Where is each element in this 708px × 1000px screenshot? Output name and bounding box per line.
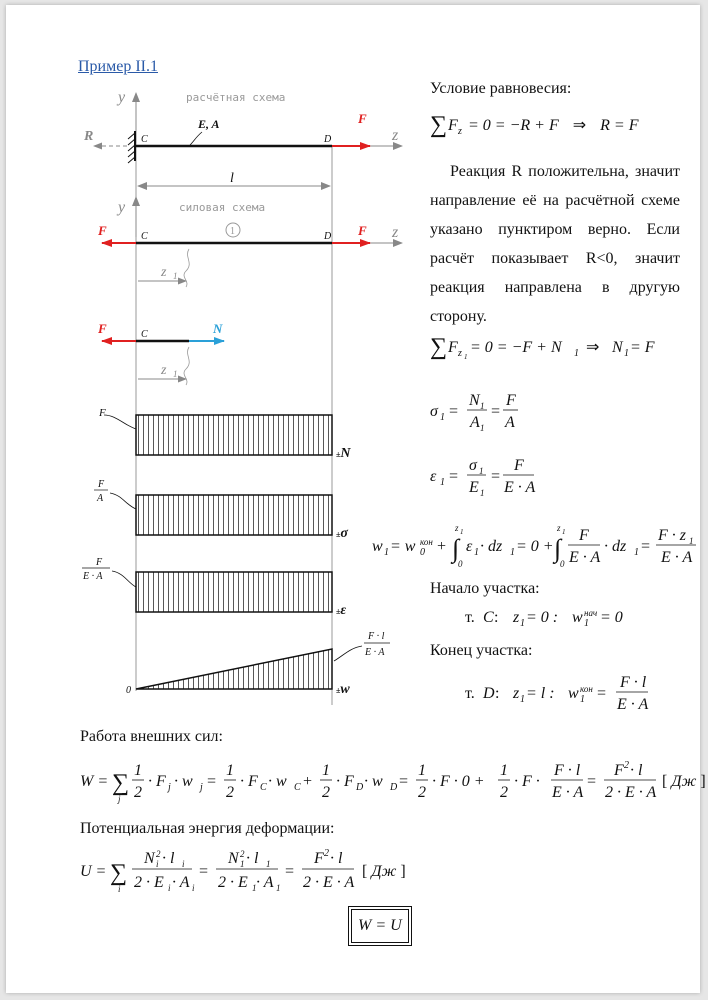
- w-value-num: F · l: [368, 631, 385, 642]
- N-diagram-label: ±N: [336, 446, 351, 461]
- final-result-box: [348, 906, 412, 946]
- svg-text:1: 1: [226, 762, 234, 779]
- l-label: l: [230, 171, 234, 186]
- svg-text:U =: U =: [80, 863, 107, 880]
- svg-text:1: 1: [464, 353, 468, 361]
- svg-text:F: F: [614, 762, 624, 779]
- svg-text:E · A: E · A: [661, 549, 693, 566]
- svg-text:C: C: [483, 609, 494, 626]
- svg-text:F: F: [506, 392, 516, 409]
- svg-text:1: 1: [276, 883, 281, 893]
- formula-work: [80, 760, 656, 804]
- svg-text:1: 1: [384, 547, 389, 558]
- svg-text:i: i: [192, 883, 195, 893]
- svg-text:· w: · w: [268, 773, 287, 790]
- svg-text:т.: т.: [465, 609, 475, 626]
- svg-text:F: F: [448, 339, 458, 356]
- svg-text:j: j: [118, 794, 121, 804]
- svg-text:i: i: [182, 859, 185, 869]
- diagram-N: [136, 415, 332, 455]
- svg-text:1: 1: [460, 528, 464, 536]
- svg-text:· dz: · dz: [480, 538, 503, 555]
- svg-text:j: j: [168, 782, 171, 793]
- N-label: N: [213, 321, 223, 336]
- EA-leader: [190, 132, 202, 145]
- svg-text:ε: ε: [430, 468, 437, 485]
- svg-text:1: 1: [574, 348, 579, 359]
- svg-text:E · A: E · A: [617, 696, 649, 713]
- svg-text:A: A: [470, 414, 480, 431]
- svg-text:2: 2: [156, 849, 161, 859]
- svg-text:· l: · l: [630, 762, 643, 779]
- svg-text:z: z: [557, 523, 561, 533]
- example-heading[interactable]: Пример II.1: [78, 58, 158, 75]
- C-label-3: C: [141, 329, 148, 340]
- z-label-2: z: [392, 224, 399, 241]
- svg-text:F: F: [579, 527, 589, 544]
- svg-text:j: j: [200, 782, 203, 793]
- svg-text:=: =: [206, 773, 217, 790]
- svg-text:1: 1: [520, 618, 525, 629]
- svg-text::: :: [494, 609, 499, 626]
- design-scheme-label: расчётная схема: [186, 91, 286, 104]
- svg-text:2 · E: 2 · E: [218, 874, 248, 891]
- svg-text:E · A: E · A: [552, 784, 584, 801]
- svg-text:1: 1: [322, 762, 330, 779]
- eps-value-den: E · A: [83, 571, 103, 582]
- diagram-epsilon: [136, 572, 332, 612]
- svg-text:F · l: F · l: [554, 762, 581, 779]
- formula-eq2: [430, 334, 655, 361]
- svg-text:0: 0: [458, 559, 463, 569]
- svg-text:т.: т.: [465, 685, 475, 702]
- svg-text:z: z: [513, 609, 520, 626]
- sigma-value-den: A: [97, 493, 104, 504]
- svg-text:+: +: [302, 773, 313, 790]
- y-label-1: y: [118, 89, 126, 106]
- svg-text::: :: [495, 685, 500, 702]
- bar-diagram: [6, 5, 426, 705]
- svg-text:2: 2: [226, 784, 234, 801]
- svg-text:E · A: E · A: [504, 479, 536, 496]
- svg-text:=: =: [198, 863, 209, 880]
- svg-text:=: =: [490, 468, 501, 485]
- svg-text:D: D: [390, 782, 398, 793]
- svg-text:1: 1: [520, 694, 525, 705]
- svg-text:∑: ∑: [430, 334, 448, 360]
- F-label-left: F: [98, 223, 107, 238]
- svg-text:2: 2: [324, 848, 329, 859]
- svg-text:1: 1: [510, 547, 515, 558]
- work-title: Работа внешних сил:: [80, 728, 223, 745]
- svg-text:A: A: [505, 414, 515, 431]
- svg-text:· F · 0 +: · F · 0 +: [432, 773, 485, 790]
- svg-text:i: i: [168, 883, 171, 893]
- svg-text:· F: · F: [336, 773, 354, 790]
- svg-text:2 · E: 2 · E: [134, 874, 164, 891]
- EA-label: E, A: [198, 117, 220, 131]
- start-section-label: Начало участка:: [430, 580, 540, 597]
- svg-text:0: 0: [560, 559, 565, 569]
- svg-text:=: =: [398, 773, 409, 790]
- svg-text:z: z: [455, 523, 459, 533]
- svg-text:· l: · l: [330, 850, 343, 867]
- svg-text:σ: σ: [430, 403, 438, 420]
- F-label-1: F: [358, 111, 367, 126]
- svg-text:= 0 +: = 0 +: [516, 538, 554, 555]
- svg-text:= F: = F: [630, 339, 655, 356]
- svg-text:2: 2: [418, 784, 426, 801]
- svg-text:2 · E · A: 2 · E · A: [605, 784, 657, 801]
- equilibrium-title: Условие равновесия:: [430, 80, 572, 97]
- svg-text:2: 2: [624, 760, 629, 771]
- svg-text:N: N: [228, 850, 239, 867]
- w-diagram-label: ±w: [336, 682, 350, 697]
- svg-text:=: =: [640, 538, 651, 555]
- reaction-paragraph: Реакция R положительна, значит направление её на расчётной схеме указано пунктиром верно. Если расчёт показывает R<0, значит реакция направлена в другую сторону.: [430, 163, 680, 325]
- svg-text:z: z: [458, 348, 462, 359]
- svg-text:нач: нач: [584, 608, 598, 618]
- svg-text:= l :: = l :: [526, 685, 555, 702]
- section-number: 1: [230, 226, 235, 237]
- svg-text:∑: ∑: [112, 770, 130, 796]
- svg-text:=: =: [448, 468, 459, 485]
- F-label-right: F: [358, 223, 367, 238]
- z1-sub-2: 1: [173, 369, 178, 379]
- end-section-label: Конец участка:: [430, 642, 533, 659]
- energy-title: Потенциальная энергия деформации:: [80, 820, 335, 837]
- svg-text:1: 1: [580, 694, 585, 705]
- svg-text:1: 1: [634, 547, 639, 558]
- force-scheme-label: силовая схема: [179, 201, 266, 214]
- N-value: F: [99, 407, 106, 419]
- svg-text:1: 1: [134, 762, 142, 779]
- svg-text:W =: W =: [80, 773, 109, 790]
- eps-value-leader: [112, 571, 136, 587]
- svg-text:=: =: [586, 773, 597, 790]
- svg-text:1: 1: [240, 859, 245, 869]
- y-label-2: y: [118, 199, 126, 216]
- svg-text:i: i: [118, 884, 121, 894]
- svg-text:1: 1: [474, 547, 479, 558]
- svg-text:∫: ∫: [554, 534, 562, 563]
- formula-epsilon: [430, 457, 535, 498]
- svg-text:i: i: [156, 859, 159, 869]
- svg-text:· F: · F: [148, 773, 166, 790]
- svg-text:F · z: F · z: [658, 527, 686, 544]
- svg-text:C: C: [260, 782, 267, 793]
- D-label-2: D: [324, 231, 332, 242]
- svg-text:· A: · A: [256, 874, 274, 891]
- energy-unit: [ Дж ]: [362, 863, 406, 880]
- svg-text:N: N: [469, 392, 480, 409]
- svg-text:· w: · w: [174, 773, 193, 790]
- svg-text:кон: кон: [580, 684, 593, 694]
- svg-text:1: 1: [500, 762, 508, 779]
- svg-text:1: 1: [562, 528, 566, 536]
- svg-text:= 0 = −F + N: = 0 = −F + N: [470, 339, 562, 356]
- svg-text:N: N: [144, 850, 155, 867]
- svg-text:1: 1: [480, 488, 485, 498]
- svg-text:C: C: [294, 782, 301, 793]
- work-unit: [ Дж ]: [662, 773, 706, 790]
- svg-text:1: 1: [689, 536, 694, 546]
- svg-text:z: z: [458, 126, 462, 137]
- svg-text:· l: · l: [246, 850, 259, 867]
- svg-text:=: =: [448, 403, 459, 420]
- svg-text:1: 1: [624, 348, 629, 359]
- sigma-value-leader: [110, 493, 136, 509]
- svg-text:=: =: [596, 685, 607, 702]
- svg-text:1: 1: [440, 477, 445, 488]
- svg-text:w: w: [372, 538, 383, 555]
- svg-text:∫: ∫: [452, 534, 460, 563]
- formula-sigma: [430, 392, 518, 433]
- svg-text:2: 2: [500, 784, 508, 801]
- sigma-diagram-label: ±σ: [336, 526, 348, 541]
- C-label-2: C: [141, 231, 148, 242]
- svg-text:· A: · A: [172, 874, 190, 891]
- diagram-sigma: [136, 495, 332, 535]
- svg-text:σ: σ: [469, 457, 477, 474]
- document-page: [6, 5, 706, 993]
- svg-text:E · A: E · A: [569, 549, 601, 566]
- svg-text:2: 2: [322, 784, 330, 801]
- w-value-den: E · A: [365, 647, 385, 658]
- svg-text:2: 2: [134, 784, 142, 801]
- svg-text:=: =: [490, 403, 501, 420]
- svg-text:1: 1: [440, 412, 445, 423]
- svg-text:1: 1: [480, 423, 485, 433]
- z1-label-1: z: [161, 265, 167, 280]
- sigma-value-num: F: [98, 479, 105, 490]
- svg-text:∑: ∑: [110, 860, 128, 886]
- wall-hatch: [128, 133, 135, 163]
- formula-eq1: [430, 112, 639, 138]
- R-label: R: [84, 129, 94, 144]
- eps-diagram-label: ±ε: [336, 603, 347, 618]
- svg-text:= 0 :: = 0 :: [526, 609, 559, 626]
- svg-text:⇒: ⇒: [586, 339, 600, 356]
- svg-text:1: 1: [252, 883, 257, 893]
- svg-text:w: w: [568, 685, 579, 702]
- svg-text:· F ·: · F ·: [514, 773, 540, 790]
- svg-text:N: N: [612, 339, 623, 356]
- svg-text:1: 1: [480, 401, 485, 411]
- w-zero: 0: [126, 685, 131, 696]
- D-label-1: D: [324, 134, 332, 145]
- svg-text:· dz: · dz: [604, 538, 627, 555]
- svg-text:D: D: [356, 782, 364, 793]
- w-value-leader: [334, 646, 362, 661]
- svg-text:1: 1: [418, 762, 426, 779]
- svg-text:=: =: [284, 863, 295, 880]
- svg-text:1: 1: [266, 859, 271, 869]
- z1-sub-1: 1: [173, 271, 178, 281]
- svg-text:2 · E · A: 2 · E · A: [303, 874, 355, 891]
- svg-text:1: 1: [584, 618, 589, 629]
- svg-text:0: 0: [420, 547, 425, 558]
- svg-text:+: +: [436, 538, 447, 555]
- F-label-cut: F: [98, 321, 107, 336]
- svg-text:· l: · l: [162, 850, 175, 867]
- svg-text:F · l: F · l: [620, 674, 647, 691]
- svg-text:ε: ε: [466, 538, 473, 555]
- svg-text:w: w: [572, 609, 583, 626]
- svg-text:z: z: [513, 685, 520, 702]
- z1-label-2: z: [161, 363, 167, 378]
- svg-text:F: F: [448, 117, 458, 134]
- svg-text:· w: · w: [364, 773, 383, 790]
- C-label-1: C: [141, 134, 148, 145]
- eps-value-num: F: [96, 557, 103, 568]
- formula-point-C: [465, 608, 623, 629]
- N-value-leader: [104, 415, 136, 429]
- formula-point-D: [465, 674, 648, 713]
- svg-text:= 0: = 0: [600, 609, 623, 626]
- svg-text:2: 2: [240, 849, 245, 859]
- svg-text:E: E: [469, 479, 479, 496]
- svg-text:= w: = w: [390, 538, 416, 555]
- svg-text:F: F: [314, 850, 324, 867]
- svg-text:кон: кон: [420, 537, 433, 547]
- svg-text:D: D: [483, 685, 495, 702]
- formula-energy: [80, 848, 354, 894]
- svg-text:∑: ∑: [430, 112, 448, 138]
- z-label-1: z: [392, 127, 399, 144]
- svg-text:1: 1: [479, 466, 484, 476]
- svg-text:F: F: [514, 457, 524, 474]
- svg-text:· F: · F: [240, 773, 258, 790]
- svg-text:= 0 = −R + F⇒R = F: = 0 = −R + F ⇒ R = F: [468, 117, 639, 134]
- formula-final: W = U: [358, 917, 402, 934]
